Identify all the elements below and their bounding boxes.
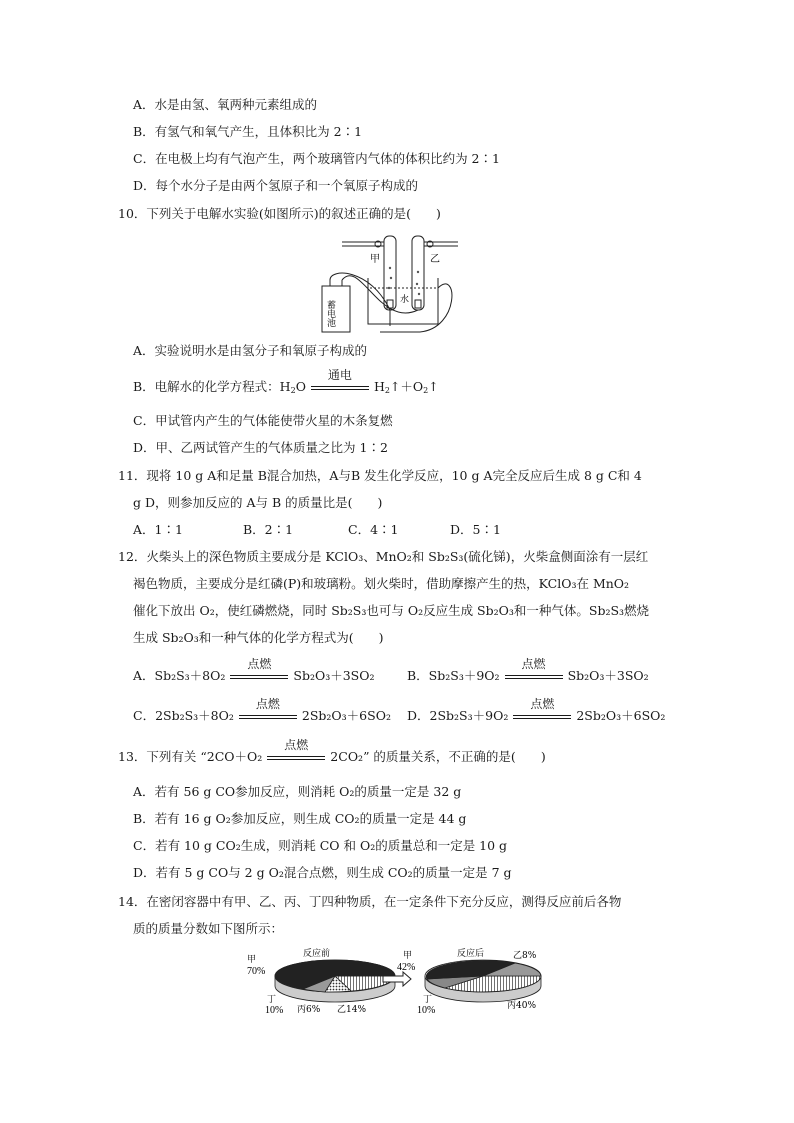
pie-after-jia: 甲 xyxy=(403,951,413,961)
q11-option-a: A．1∶1 xyxy=(133,522,183,537)
q12-line4: 生成 Sb₂O₃和一种气体的化学方程式为( ) xyxy=(133,630,384,645)
q9-option-b: B．有氢气和氧气产生，且体积比为 2∶1 xyxy=(133,124,363,139)
pie-before-jia: 甲 xyxy=(247,955,257,965)
q11-line2: g D，则参加反应的 A与 B 的质量比是( ) xyxy=(133,495,383,510)
pie-before-ding: 丁 xyxy=(267,995,277,1005)
q13-option-a: A．若有 56 g CO参加反应，则消耗 O₂的质量一定是 32 g xyxy=(133,784,462,799)
q13-option-b: B．若有 16 g O₂参加反应，则生成 CO₂的质量一定是 44 g xyxy=(133,811,467,826)
q13-option-d: D．若有 5 g CO与 2 g O₂混合点燃，则生成 CO₂的质量一定是 7 g xyxy=(133,865,512,880)
q12-option-c: C．2Sb₂S₃＋8O₂ 点燃 2Sb₂O₃＋6SO₂ xyxy=(133,696,391,723)
q11-option-c: C．4∶1 xyxy=(348,522,399,537)
pie-before-jia-pct: 70% xyxy=(247,966,266,977)
pie-after-ding: 丁 xyxy=(423,995,433,1005)
q10-stem: 10．下列关于电解水实验(如图所示)的叙述正确的是( ) xyxy=(118,206,441,221)
q9-option-c: C．在电极上均有气泡产生，两个玻璃管内气体的体积比约为 2∶1 xyxy=(133,151,500,166)
pie-after xyxy=(425,960,541,1002)
pie-before xyxy=(275,960,395,1002)
battery-label: 蓄电池 xyxy=(325,300,335,327)
q14-line2: 质的质量分数如下图所示： xyxy=(133,921,284,936)
pie-after-jia-pct: 42% xyxy=(397,962,416,973)
tube-label-yi: 乙 xyxy=(430,254,440,265)
pie-after-yi: 乙8% xyxy=(513,951,537,961)
pie-after-title: 反应后 xyxy=(457,949,485,959)
pie-before-title: 反应前 xyxy=(303,949,331,959)
q11-option-d: D．5∶1 xyxy=(450,522,501,537)
q14-pie-figure xyxy=(245,946,545,1016)
q13-option-c: C．若有 10 g CO₂生成，则消耗 CO 和 O₂的质量总和一定是 10 g xyxy=(133,838,508,853)
q13-stem: 13．下列有关 “2CO＋O₂ 点燃 2CO₂” 的质量关系，不正确的是( ) xyxy=(118,737,546,764)
pie-after-bing: 丙40% xyxy=(507,1001,537,1011)
q11-line1: 11．现将 10 g A和足量 B混合加热，A与B 发生化学反应，10 g A完全反应后生成 8 g C和 4 xyxy=(118,468,642,483)
pie-before-yi: 乙14% xyxy=(337,1005,367,1015)
pie-after-ding-pct: 10% xyxy=(417,1005,436,1016)
q9-option-a: A．水是由氢、氧两种元素组成的 xyxy=(133,97,318,112)
q12-option-d: D．2Sb₂S₃＋9O₂ 点燃 2Sb₂O₃＋6SO₂ xyxy=(407,696,666,723)
q10-option-c: C．甲试管内产生的气体能使带火星的木条复燃 xyxy=(133,413,393,428)
q10-option-d: D．甲、乙两试管产生的气体质量之比为 1∶2 xyxy=(133,440,388,455)
q9-option-d: D．每个水分子是由两个氢原子和一个氧原子构成的 xyxy=(133,178,419,193)
pie-before-ding-pct: 10% xyxy=(265,1005,284,1016)
pie-before-bing: 丙6% xyxy=(297,1005,321,1015)
q10-option-a: A．实验说明水是由氢分子和氧原子构成的 xyxy=(133,343,368,358)
q12-line3: 催化下放出 O₂，使红磷燃烧，同时 Sb₂S₃也可与 O₂反应生成 Sb₂O₃和一种气体。Sb₂S₃燃烧 xyxy=(133,603,650,618)
q10-option-b: B．电解水的化学方程式：$H_2O$ 通电 $H_2↑+O_2↑$ xyxy=(133,367,439,395)
q12-option-a: A．Sb₂S₃＋8O₂ 点燃 Sb₂O₃＋3SO₂ xyxy=(133,656,375,683)
q12-option-b: B．Sb₂S₃＋9O₂ 点燃 Sb₂O₃＋3SO₂ xyxy=(407,656,649,683)
electrolysis-apparatus-figure xyxy=(320,228,460,336)
q12-line2: 褐色物质，主要成分是红磷(P)和玻璃粉。划火柴时，借助摩擦产生的热，KClO₃在 MnO₂ xyxy=(133,576,630,591)
q14-line1: 14．在密闭容器中有甲、乙、丙、丁四种物质，在一定条件下充分反应，测得反应前后各物 xyxy=(118,894,622,909)
tube-label-jia: 甲 xyxy=(370,254,380,265)
q12-line1: 12．火柴头上的深色物质主要成分是 KClO₃、MnO₂和 Sb₂S₃(硫化锑)，火柴盒侧面涂有一层红 xyxy=(118,549,649,564)
water-label: 水 xyxy=(400,295,410,305)
q11-option-b: B．2∶1 xyxy=(243,522,294,537)
